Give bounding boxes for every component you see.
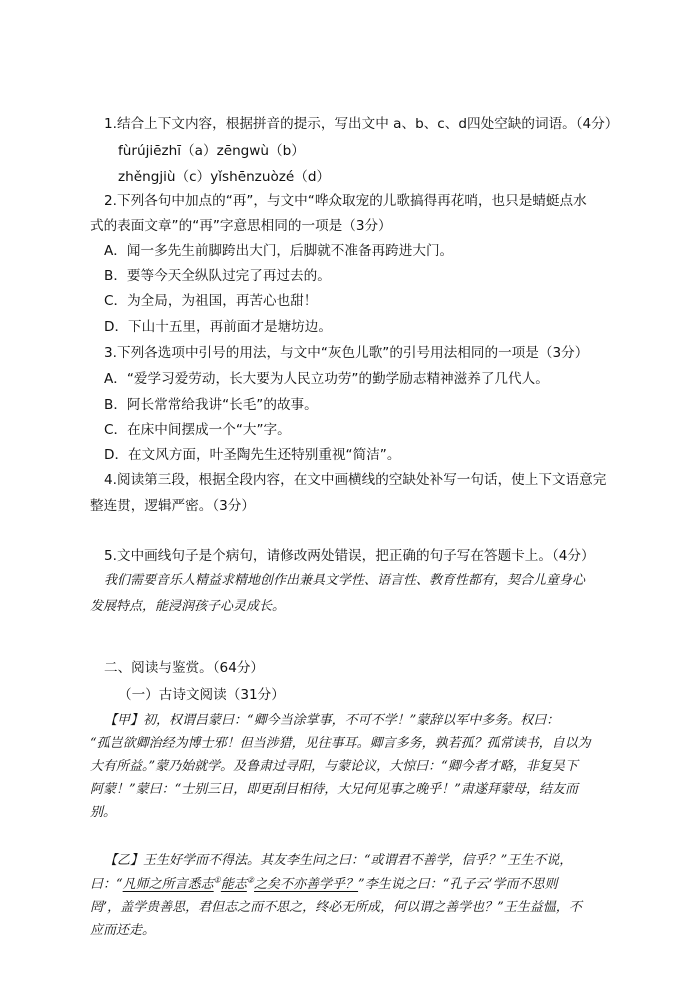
- underlined-phrase-3: 之矣不亦善学乎？: [254, 877, 359, 892]
- q5-sentence-line1: 我们需要音乐人精益求精地创作出兼具文学性、语言性、教育性都有，契合儿童身心: [104, 573, 586, 588]
- jia-line1: 【甲】初，权谓吕蒙曰：“卿今当涂掌事，不可不学！”蒙辞以军中多务。权曰：: [104, 713, 560, 728]
- q2-option-b: B．要等今天全纵队过完了再过去的。: [104, 268, 331, 284]
- q3-option-d: D．在文风方面，叶圣陶先生还特别重视“简洁”。: [104, 447, 401, 463]
- q2-option-c: C．为全局，为祖国，再苦心也甜！: [104, 293, 318, 309]
- section2-title: 二、阅读与鉴赏。（64分）: [104, 660, 265, 676]
- q2-option-d: D．下山十五里，再前面才是塘坊边。: [104, 319, 332, 335]
- q2-option-a: A．闻一多先生前脚跨出大门，后脚就不准备再跨进大门。: [104, 243, 454, 259]
- q5-stem: 5.文中画线句子是个病句，请修改两处错误，把正确的句子写在答题卡上。（4分）: [104, 548, 595, 564]
- q2-stem-line2: 式的表面文章”的“再”字意思相同的一项是（3分）: [90, 218, 392, 234]
- yi-line1: 【乙】王生好学而不得法。其友李生问之曰：“或谓君不善学，信乎？”王生不说，: [104, 853, 573, 868]
- yi-line2-prefix: 曰：“: [90, 877, 123, 892]
- q4-stem-line2: 整连贯，逻辑严密。（3分）: [90, 498, 255, 514]
- q3-option-a: A．“爱学习爱劳动，长大要为人民立功劳”的勤学励志精神滋养了几代人。: [104, 371, 549, 387]
- q3-option-b: B．阿长常常给我讲“长毛”的故事。: [104, 397, 318, 413]
- yi-line2-suffix: ”李生说之曰：“孔子云‘学而不思则: [358, 877, 558, 892]
- q4-stem-line1: 4.阅读第三段，根据全段内容，在文中画横线的空缺处补写一句话，使上下文语意完: [104, 472, 607, 488]
- jia-line4: 阿蒙！”蒙曰：“士别三日，即更刮目相待，大兄何见事之晚乎！”肃遂拜蒙母，结友而: [90, 782, 578, 797]
- yi-line2: [90, 875, 557, 895]
- q1-pinyin-line1: fùrújiēzhī（a）zēngwù（b）: [118, 143, 305, 159]
- underlined-phrase-1: 凡师之所言悉志: [122, 877, 214, 892]
- q5-sentence-line2: 发展特点，能浸润孩子心灵成长。: [90, 599, 286, 614]
- footnote-marker-1: ①: [213, 875, 221, 885]
- section2-sub1: （一）古诗文阅读（31分）: [118, 687, 285, 703]
- jia-line5: 别。: [90, 805, 117, 820]
- yi-line4: 应而还走。: [90, 923, 156, 938]
- q3-stem: 3.下列各选项中引号的用法，与文中“灰色儿歌”的引号用法相同的一项是（3分）: [104, 345, 589, 361]
- q1-pinyin-line2: zhěngjiù（c）yǐshēnzuòzé（d）: [118, 169, 331, 185]
- underlined-phrase-2: 能志: [220, 877, 247, 892]
- q2-stem-line1: 2.下列各句中加点的“再”，与文中“哗众取宠的儿歌搞得再花哨，也只是蜻蜓点水: [104, 193, 587, 209]
- yi-line3: 罔’，盖学贵善思，君但志之而不思之，终必无所成，何以谓之善学也？”王生益愠，不: [90, 900, 582, 915]
- footnote-marker-2: ②: [246, 875, 255, 885]
- jia-line3: 大有所益。”蒙乃始就学。及鲁肃过寻阳，与蒙论议，大惊曰：“卿今者才略，非复吴下: [90, 759, 578, 774]
- q3-option-c: C．在床中间摆成一个“大”字。: [104, 422, 291, 438]
- q1-stem: 1.结合上下文内容，根据拼音的提示，写出文中 a、b、c、d四处空缺的词语。（4分）: [104, 116, 619, 132]
- jia-line2: “孤岂欲卿治经为博士邪！但当涉猎，见往事耳。卿言多务，孰若孤？孤常读书，自以为: [90, 736, 591, 751]
